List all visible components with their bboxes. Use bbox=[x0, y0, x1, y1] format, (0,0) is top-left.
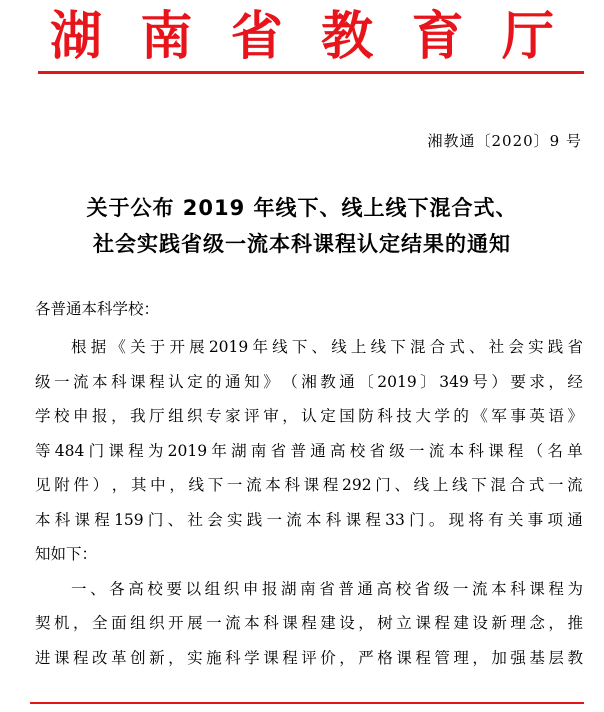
body-char: 组 bbox=[204, 579, 221, 598]
body-char: 292 bbox=[342, 476, 372, 494]
body-char: 基 bbox=[529, 648, 545, 667]
body-char: 有 bbox=[488, 510, 504, 529]
body-char: 线 bbox=[413, 476, 430, 494]
body-char: 下 bbox=[390, 338, 406, 356]
body-char: 等 bbox=[35, 441, 51, 460]
body-char: 流 bbox=[471, 579, 488, 598]
body-char: 程 bbox=[73, 648, 89, 667]
body-char: 混 bbox=[409, 338, 426, 356]
body-char: 线 bbox=[452, 476, 468, 494]
body-char: 名 bbox=[547, 441, 563, 460]
body-char: 理 bbox=[453, 648, 469, 667]
body-char: 通 bbox=[567, 510, 583, 529]
body-char: 课 bbox=[415, 614, 431, 632]
body-char: 关 bbox=[130, 338, 146, 356]
body-char: 报 bbox=[261, 579, 278, 598]
body-char: 程 bbox=[94, 510, 110, 529]
salutation: 各普通本科学校： bbox=[35, 300, 160, 318]
body-char: 要 bbox=[510, 372, 526, 391]
body-char: 式 bbox=[528, 476, 545, 494]
body-char: 展 bbox=[187, 614, 203, 632]
body-char: 程 bbox=[415, 648, 431, 667]
body-char: 关 bbox=[507, 510, 524, 529]
body-char: 实 bbox=[187, 648, 203, 667]
body-line bbox=[35, 606, 583, 641]
body-char: 484 bbox=[54, 441, 85, 460]
body-char: 教 bbox=[567, 648, 583, 667]
body-char: 一 bbox=[266, 510, 283, 529]
body-char: 〕 bbox=[420, 372, 436, 391]
body-char: 我 bbox=[130, 407, 146, 425]
body-char: 湖 bbox=[281, 579, 297, 598]
footer-red-rule bbox=[30, 702, 584, 704]
body-char: 科 bbox=[377, 407, 393, 425]
body-char: 一 bbox=[452, 579, 469, 598]
body-char: 式 bbox=[449, 338, 465, 356]
body-char: 本 bbox=[448, 441, 465, 460]
issuer-title-char: 教 bbox=[321, 7, 374, 67]
body-char: 评 bbox=[244, 407, 260, 425]
body-char: 加 bbox=[491, 648, 507, 667]
body-char: 本 bbox=[491, 579, 507, 598]
body-char: 一 bbox=[54, 372, 70, 391]
body-char: 混 bbox=[490, 476, 506, 494]
body-char: 管 bbox=[434, 648, 450, 667]
body-char: 事 bbox=[527, 510, 544, 529]
body-char: 中 bbox=[150, 476, 166, 494]
body-char: 级 bbox=[35, 372, 51, 391]
body-char: 课 bbox=[529, 579, 545, 598]
body-char: 科 bbox=[263, 614, 279, 632]
body-char: 实 bbox=[226, 510, 243, 529]
body-char: 级 bbox=[389, 441, 405, 460]
body-char: 程 bbox=[301, 614, 317, 632]
body-char: 进 bbox=[35, 648, 51, 667]
body-char: 〔 bbox=[358, 372, 374, 391]
body-char: 设 bbox=[339, 614, 355, 632]
body-char: 流 bbox=[428, 441, 445, 460]
body-char: ， bbox=[169, 476, 185, 494]
body-char: 科 bbox=[225, 648, 241, 667]
body-char: 科 bbox=[284, 476, 300, 494]
body-char: 据 bbox=[90, 338, 107, 356]
issuer-title-char: 省 bbox=[230, 7, 283, 67]
body-char: 全 bbox=[92, 614, 108, 632]
body-char: 组 bbox=[168, 407, 184, 425]
body-char: （ bbox=[282, 372, 298, 391]
body-char: 本 bbox=[35, 510, 51, 529]
body-char: 现 bbox=[448, 510, 465, 529]
body-char: 程 bbox=[282, 648, 298, 667]
body-char: 将 bbox=[468, 510, 484, 529]
body-char: 流 bbox=[225, 614, 241, 632]
body-char: 实 bbox=[528, 338, 544, 356]
body-line bbox=[35, 468, 583, 503]
body-char: 省 bbox=[369, 441, 386, 460]
body-char: 织 bbox=[149, 614, 165, 632]
body-char: 新 bbox=[149, 648, 165, 667]
body-char: 课 bbox=[396, 648, 412, 667]
body-text bbox=[35, 330, 583, 675]
body-char: 推 bbox=[567, 614, 583, 632]
body-char: 契 bbox=[35, 614, 51, 632]
body-char: 审 bbox=[263, 407, 279, 425]
body-char: ， bbox=[73, 614, 89, 632]
body-char: 认 bbox=[168, 372, 184, 391]
body-char: 课 bbox=[130, 372, 146, 391]
body-char: 报 bbox=[92, 407, 108, 425]
body-char: 申 bbox=[73, 407, 89, 425]
body-char: 校 bbox=[395, 579, 412, 598]
body-char: 知 bbox=[244, 372, 260, 391]
body-char: 2019 bbox=[167, 441, 208, 460]
body-char: 厅 bbox=[149, 407, 165, 425]
body-char: 求 bbox=[529, 372, 545, 391]
body-char: 开 bbox=[169, 338, 185, 356]
body-char: 英 bbox=[529, 407, 545, 425]
body-char: （ bbox=[527, 441, 544, 460]
body-char: 组 bbox=[130, 614, 146, 632]
body-char: 革 bbox=[111, 648, 127, 667]
body-line bbox=[35, 503, 583, 538]
body-char: 、 bbox=[90, 579, 106, 598]
body-char: ， bbox=[168, 648, 184, 667]
body-char: 门 bbox=[409, 510, 425, 529]
body-char: 年 bbox=[211, 441, 227, 460]
body-char: 其 bbox=[130, 476, 147, 494]
body-char: 流 bbox=[567, 476, 583, 494]
body-char: 、 bbox=[167, 510, 184, 529]
body-char: 高 bbox=[128, 579, 144, 598]
body-char: 流 bbox=[73, 372, 89, 391]
body-char: 上 bbox=[350, 338, 367, 356]
body-char: 线 bbox=[272, 338, 288, 356]
body-char: 如 bbox=[50, 545, 67, 563]
body-char: 2019 bbox=[377, 372, 417, 391]
body-char: 织 bbox=[187, 407, 203, 425]
body-char: 层 bbox=[548, 648, 564, 667]
body-char: 33 bbox=[385, 510, 405, 529]
body-char: 普 bbox=[290, 441, 306, 460]
body-char: 践 bbox=[547, 338, 564, 356]
body-char: 本 bbox=[244, 614, 260, 632]
body-char: ） bbox=[491, 372, 507, 391]
body-char: 程 bbox=[548, 579, 564, 598]
body-char: 课 bbox=[488, 441, 504, 460]
document-number: 湘教通〔2020〕9 号 bbox=[427, 132, 582, 150]
body-char: 大 bbox=[415, 407, 431, 425]
body-char: ， bbox=[358, 614, 374, 632]
body-char: 课 bbox=[108, 441, 124, 460]
body-char: 建 bbox=[320, 614, 336, 632]
body-char: 科 bbox=[468, 441, 484, 460]
body-char: 湘 bbox=[301, 372, 317, 391]
body-char: 附 bbox=[54, 476, 70, 494]
body-char: 本 bbox=[265, 476, 281, 494]
body-char: 织 bbox=[223, 579, 240, 598]
body-char: 》 bbox=[263, 372, 279, 391]
body-char: 申 bbox=[242, 579, 259, 598]
body-char: 下 bbox=[207, 476, 224, 494]
body-char: ， bbox=[472, 648, 488, 667]
body-char: 件 bbox=[73, 476, 89, 494]
document-title bbox=[20, 190, 584, 262]
body-char: 学 bbox=[35, 407, 51, 425]
body-line bbox=[35, 572, 583, 607]
body-char: 普 bbox=[338, 579, 354, 598]
body-char: 校 bbox=[54, 407, 70, 425]
body-char: 认 bbox=[301, 407, 317, 425]
body-char: 定 bbox=[320, 407, 336, 425]
body-char: 省 bbox=[270, 441, 287, 460]
body-char: 。 bbox=[428, 510, 445, 529]
issuer-title bbox=[50, 6, 554, 68]
body-char: 本 bbox=[306, 510, 322, 529]
body-char: 通 bbox=[357, 579, 373, 598]
body-char: 知 bbox=[35, 545, 51, 563]
body-char: 流 bbox=[246, 476, 262, 494]
body-line bbox=[35, 399, 583, 434]
body-char: 科 bbox=[111, 372, 127, 391]
body-char: ， bbox=[111, 407, 127, 425]
body-char: 以 bbox=[185, 579, 202, 598]
body-char: 一 bbox=[71, 579, 87, 598]
document-title-line: 关于公布 2019 年线下、线上线下混合式、 bbox=[86, 196, 518, 220]
body-char: 下 bbox=[471, 476, 487, 494]
body-char: 省 bbox=[414, 579, 431, 598]
body-char: 设 bbox=[472, 614, 488, 632]
body-char: 要 bbox=[166, 579, 182, 598]
body-char: 程 bbox=[149, 372, 165, 391]
body-char: ， bbox=[111, 476, 128, 494]
body-char: 一 bbox=[226, 476, 243, 494]
body-char: 程 bbox=[322, 476, 339, 494]
body-char: 家 bbox=[225, 407, 241, 425]
body-line bbox=[35, 537, 583, 572]
body-char: 为 bbox=[567, 579, 583, 598]
body-char: 2019 bbox=[208, 338, 249, 356]
body-char: 国 bbox=[339, 407, 355, 425]
body-char: 、 bbox=[394, 476, 410, 494]
body-char: 根 bbox=[71, 338, 87, 356]
header-red-rule bbox=[38, 71, 584, 74]
body-char: 践 bbox=[246, 510, 263, 529]
body-char: 为 bbox=[147, 441, 164, 460]
body-char: ： bbox=[81, 545, 98, 563]
body-char: 建 bbox=[453, 614, 469, 632]
body-char: 程 bbox=[128, 441, 144, 460]
body-char: 、 bbox=[469, 338, 485, 356]
body-char: 专 bbox=[206, 407, 222, 425]
body-char: 程 bbox=[434, 614, 450, 632]
body-char: 定 bbox=[187, 372, 203, 391]
body-char: 各 bbox=[109, 579, 125, 598]
body-char: 南 bbox=[250, 441, 267, 460]
body-char: 级 bbox=[433, 579, 450, 598]
body-char: 立 bbox=[396, 614, 412, 632]
document-title-line: 社会实践省级一流本科课程认定结果的通知 bbox=[93, 232, 511, 256]
body-char: 、 bbox=[311, 338, 328, 356]
body-char: 号 bbox=[472, 372, 488, 391]
body-char: 的 bbox=[206, 372, 222, 391]
body-char: 严 bbox=[358, 648, 374, 667]
issuer-title-char: 南 bbox=[140, 7, 193, 67]
body-char: 高 bbox=[329, 441, 346, 460]
body-char: 南 bbox=[300, 579, 316, 598]
body-char: 159 bbox=[114, 510, 144, 529]
body-char: 线 bbox=[370, 338, 387, 356]
body-char: 门 bbox=[375, 476, 391, 494]
body-char: 开 bbox=[168, 614, 184, 632]
body-char: 军 bbox=[491, 407, 507, 425]
body-char: 价 bbox=[320, 648, 336, 667]
body-line bbox=[35, 641, 583, 676]
body-char: 新 bbox=[491, 614, 507, 632]
body-char: 一 bbox=[206, 614, 222, 632]
body-char: 校 bbox=[349, 441, 366, 460]
body-char: 线 bbox=[188, 476, 205, 494]
body-char: ， bbox=[282, 407, 298, 425]
body-char: 合 bbox=[509, 476, 526, 494]
body-char: 上 bbox=[432, 476, 449, 494]
body-char: 门 bbox=[147, 510, 164, 529]
body-char: 湖 bbox=[231, 441, 247, 460]
body-char: 念 bbox=[529, 614, 545, 632]
body-char: 单 bbox=[567, 441, 583, 460]
body-char: 格 bbox=[377, 648, 393, 667]
body-char: 施 bbox=[206, 648, 222, 667]
body-char: 防 bbox=[358, 407, 374, 425]
body-char: 通 bbox=[225, 372, 241, 391]
body-char: 一 bbox=[547, 476, 564, 494]
body-char: 社 bbox=[187, 510, 203, 529]
body-char: 349 bbox=[439, 372, 469, 391]
body-char: 程 bbox=[507, 441, 524, 460]
body-char: 事 bbox=[510, 407, 526, 425]
issuer-title-char: 厅 bbox=[501, 7, 554, 67]
body-char: 通 bbox=[310, 441, 326, 460]
body-char: 改 bbox=[92, 648, 108, 667]
body-line bbox=[35, 330, 583, 365]
body-char: 年 bbox=[252, 338, 268, 356]
body-char: 技 bbox=[396, 407, 412, 425]
body-char: 机 bbox=[54, 614, 70, 632]
body-char: 省 bbox=[319, 579, 335, 598]
body-char: 学 bbox=[434, 407, 450, 425]
body-char: 学 bbox=[244, 648, 260, 667]
body-char: ， bbox=[548, 614, 564, 632]
body-char: 见 bbox=[35, 476, 51, 494]
issuer-title-char: 育 bbox=[411, 7, 464, 67]
body-char: 一 bbox=[409, 441, 425, 460]
body-char: 课 bbox=[263, 648, 279, 667]
body-char: 课 bbox=[74, 510, 91, 529]
body-line bbox=[35, 434, 583, 469]
body-char: ） bbox=[92, 476, 109, 494]
body-char: 省 bbox=[567, 338, 583, 356]
body-char: 社 bbox=[488, 338, 505, 356]
body-char: 科 bbox=[325, 510, 342, 529]
body-char: 《 bbox=[110, 338, 126, 356]
body-char: 下 bbox=[66, 545, 82, 563]
body-char: 创 bbox=[130, 648, 146, 667]
issuer-title-char: 湖 bbox=[50, 7, 103, 67]
body-char: 本 bbox=[92, 372, 108, 391]
body-char: 面 bbox=[111, 614, 127, 632]
body-char: 科 bbox=[54, 510, 71, 529]
body-char: 课 bbox=[345, 510, 362, 529]
body-char: 评 bbox=[301, 648, 317, 667]
body-char: 合 bbox=[429, 338, 446, 356]
body-char: 经 bbox=[567, 372, 583, 391]
body-char: 科 bbox=[510, 579, 526, 598]
body-char: 语 bbox=[548, 407, 564, 425]
body-char: 的 bbox=[453, 407, 469, 425]
body-char: 下 bbox=[291, 338, 308, 356]
body-char: 于 bbox=[149, 338, 166, 356]
body-char: 线 bbox=[331, 338, 347, 356]
body-char: 程 bbox=[365, 510, 381, 529]
body-char: 》 bbox=[567, 407, 583, 425]
body-char: 流 bbox=[286, 510, 302, 529]
body-char: ， bbox=[548, 372, 564, 391]
body-char: 会 bbox=[508, 338, 524, 356]
body-char: 会 bbox=[207, 510, 223, 529]
body-char: ， bbox=[339, 648, 355, 667]
body-char: 门 bbox=[88, 441, 105, 460]
body-char: 课 bbox=[303, 476, 320, 494]
body-char: 展 bbox=[189, 338, 205, 356]
body-line bbox=[35, 365, 583, 400]
body-char: 强 bbox=[510, 648, 526, 667]
body-char: 课 bbox=[282, 614, 298, 632]
body-char: 教 bbox=[320, 372, 336, 391]
body-char: 树 bbox=[377, 614, 393, 632]
body-char: 理 bbox=[510, 614, 526, 632]
body-char: 《 bbox=[472, 407, 488, 425]
body-char: 通 bbox=[339, 372, 355, 391]
body-char: 课 bbox=[54, 648, 70, 667]
body-char: 高 bbox=[376, 579, 393, 598]
body-char: 校 bbox=[147, 579, 163, 598]
body-char: 项 bbox=[547, 510, 563, 529]
